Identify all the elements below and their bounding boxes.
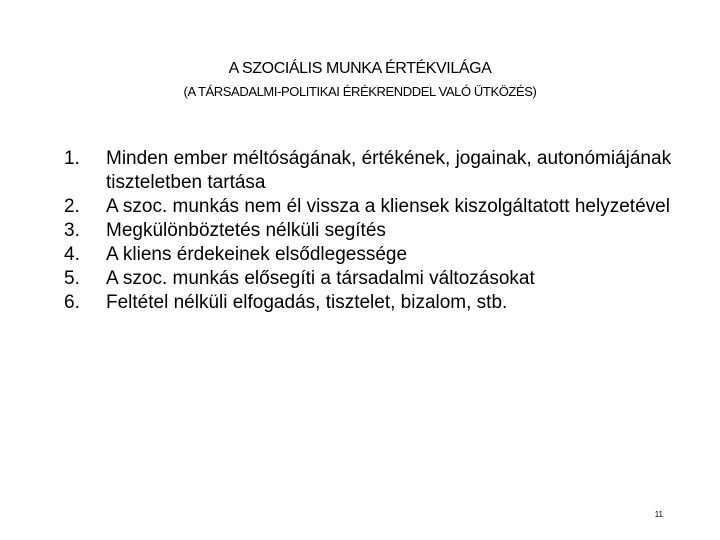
list-item-text: A kliens érdekeinek elsődlegessége xyxy=(106,244,408,265)
list-item-number: 6. xyxy=(64,292,80,313)
list-item-number: 2. xyxy=(64,196,80,217)
slide-subtitle: (A TÁRSADALMI-POLITIKAI ÉRÉKRENDDEL VALÓ ÜTKÖZÉS) xyxy=(183,84,537,99)
values-list xyxy=(56,147,696,315)
list-item-number: 1. xyxy=(64,148,80,169)
list-item xyxy=(56,219,696,243)
list-item-text: Megkülönböztetés nélküli segítés xyxy=(106,220,386,241)
slide-title: A SZOCIÁLIS MUNKA ÉRTÉKVILÁGA xyxy=(228,60,492,77)
list-item xyxy=(56,195,696,219)
list-item-text: A szoc. munkás nem él vissza a kliensek kiszolgáltatott helyzetével xyxy=(106,196,670,217)
list-item-text: Minden ember méltóságának, értékének, jogainak, autonómiájának tiszteletben tartása xyxy=(106,148,672,193)
list-item xyxy=(56,291,696,315)
list-item-number: 4. xyxy=(64,244,80,265)
list-item xyxy=(56,267,696,291)
page-number: 11 xyxy=(654,510,663,519)
list-item xyxy=(56,147,696,195)
list-item-text: Feltétel nélküli elfogadás, tisztelet, bizalom, stb. xyxy=(106,292,508,313)
list-item-text: A szoc. munkás elősegíti a társadalmi változásokat xyxy=(106,268,535,289)
list-item-number: 5. xyxy=(64,268,80,289)
list-item xyxy=(56,243,696,267)
list-item-number: 3. xyxy=(64,220,80,241)
